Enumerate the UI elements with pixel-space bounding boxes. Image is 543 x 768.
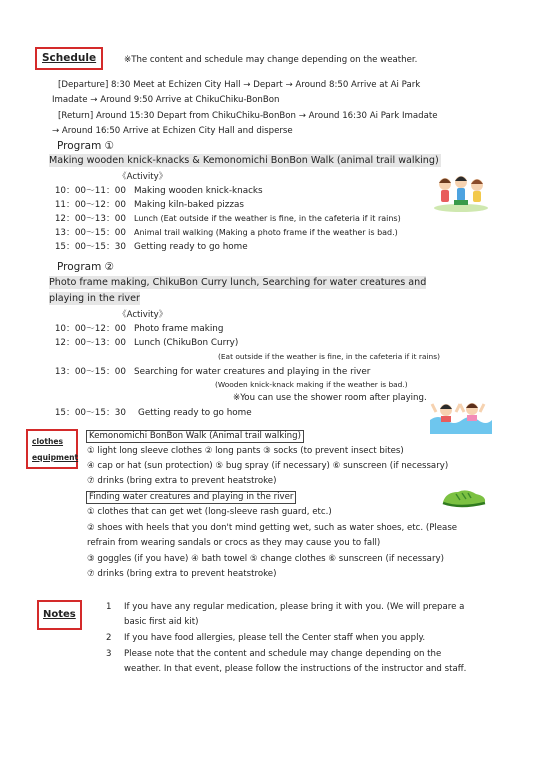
- program2-item: 13：00～15：00 Searching for water creatures and playing in the river: [54, 367, 371, 377]
- note-number: 3: [106, 649, 112, 659]
- note-number: 2: [106, 633, 112, 643]
- program2-item: 15：00～15：30 Getting ready to go home: [54, 408, 252, 418]
- kids-playing-illustration: [432, 172, 490, 212]
- return-line-1: [Return] Around 15:30 Depart from ChikuChiku-BonBon → Around 16:30 Ai Park Imadate: [58, 111, 438, 121]
- clothes-equipment-tab-label: equipment: [32, 453, 79, 462]
- water-shoe-illustration: [440, 484, 488, 510]
- walk-equipment-line: ⑦ drinks (bring extra to prevent heatstroke): [87, 476, 277, 486]
- river-equipment-line: ① clothes that can get wet (long-sleeve rash guard, etc.): [87, 507, 332, 517]
- clothes-equipment-tab: [26, 429, 78, 469]
- river-equipment-heading: Finding water creatures and playing in the river: [86, 491, 296, 504]
- program1-item: 15：00～15：30 Getting ready to go home: [54, 242, 248, 252]
- departure-line-1: [Departure] 8:30 Meet at Echizen City Hall → Depart → Around 8:50 Arrive at Ai Park: [58, 80, 421, 90]
- program2-item: 12：00～13：00 Lunch (ChikuBon Curry): [54, 338, 239, 348]
- note-number: 1: [106, 602, 112, 612]
- program1-item: 12：00～13：00 Lunch (Eat outside if the weather is fine, in the cafeteria if it rains): [54, 214, 401, 224]
- river-equipment-line: refrain from wearing sandals or crocs as they may cause you to fall): [87, 538, 381, 548]
- river-equipment-line: ③ goggles (if you have) ④ bath towel ⑤ change clothes ⑥ sunscreen (if necessary): [87, 554, 444, 564]
- note-text: Please note that the content and schedule may change depending on the: [124, 649, 442, 659]
- clothes-equipment-tab-label: clothes: [32, 437, 64, 446]
- weather-notice: ※The content and schedule may change depending on the weather.: [124, 55, 418, 65]
- program1-heading: Program ①: [57, 140, 115, 152]
- note-text: If you have any regular medication, please bring it with you. (We will prepare a: [124, 602, 465, 612]
- schedule-tab-label: Schedule: [42, 52, 97, 64]
- walk-equipment-line: ① light long sleeve clothes ② long pants ③ socks (to prevent insect bites): [87, 446, 404, 456]
- notes-tab-label: Notes: [43, 609, 76, 620]
- walk-equipment-heading: Kemonomichi BonBon Walk (Animal trail walking): [86, 430, 304, 443]
- program2-title-line1: Photo frame making, ChikuBon Curry lunch, Searching for water creatures and: [49, 277, 427, 288]
- return-line-2: → Around 16:50 Arrive at Echizen City Hall and disperse: [52, 126, 293, 136]
- river-equipment-line: ② shoes with heels that you don't mind getting wet, such as water shoes, etc. (Please: [87, 523, 458, 533]
- note-text: If you have food allergies, please tell the Center staff when you apply.: [124, 633, 426, 643]
- program2-heading: Program ②: [57, 261, 115, 273]
- program2-title-line2: playing in the river: [49, 293, 140, 304]
- program1-item: 10：00～11：00 Making wooden knick-knacks: [54, 186, 263, 196]
- program2-activity-label: 《Activity》: [118, 310, 168, 320]
- program2-item: 10：00～12：00 Photo frame making: [54, 324, 224, 334]
- note-text: weather. In that event, please follow the instructions of the instructor and staff.: [124, 664, 467, 674]
- departure-line-2: Imadate → Around 9:50 Arrive at ChikuChiku-BonBon: [52, 95, 280, 105]
- program2-item-note: ※You can use the shower room after playing.: [233, 393, 427, 403]
- program1-activity-label: 《Activity》: [118, 172, 168, 182]
- note-text: basic first aid kit): [124, 617, 199, 627]
- program1-item: 11：00～12：00 Making kiln-baked pizzas: [54, 200, 244, 210]
- program2-item-note: (Eat outside if the weather is fine, in the cafeteria if it rains): [218, 352, 440, 361]
- program1-title: Making wooden knick-knacks & Kemonomichi BonBon Walk (animal trail walking): [49, 155, 439, 166]
- program1-item: 13：00～15：00 Animal trail walking (Making a photo frame if the weather is bad.): [54, 228, 398, 238]
- walk-equipment-line: ④ cap or hat (sun protection) ⑤ bug spray (if necessary) ⑥ sunscreen (if necessary): [87, 461, 449, 471]
- program2-item-note: (Wooden knick-knack making if the weather is bad.): [215, 380, 408, 389]
- river-equipment-line: ⑦ drinks (bring extra to prevent heatstroke): [87, 569, 277, 579]
- kids-swimming-illustration: [428, 394, 492, 434]
